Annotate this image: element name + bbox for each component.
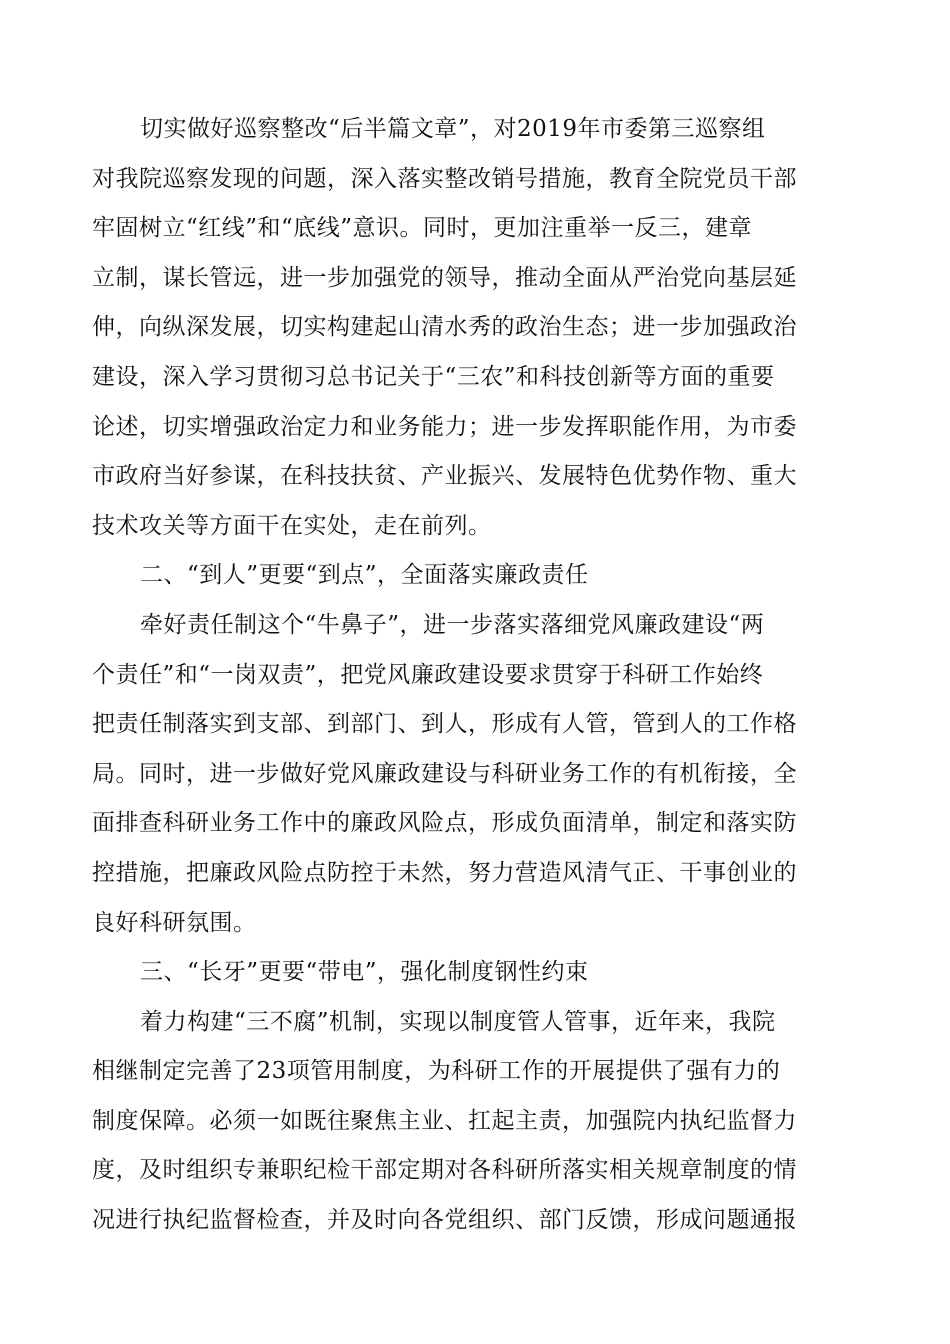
text-line: 牵好责任制这个“牛鼻子”，进一步落实落细党风廉政建设“两 [140, 611, 765, 638]
text-line: 切实做好巡察整改“后半篇文章”，对2019年市委第三巡察组 [140, 116, 766, 142]
text-line: 技术攻关等方面干在实处，走在前列。 [92, 512, 492, 539]
text-line: 立制，谋长管远，进一步加强党的领导，推动全面从严治党向基层延 [92, 264, 797, 291]
text-line: 良好科研氛围。 [92, 909, 257, 936]
text-line: 伸，向纵深发展，切实构建起山清水秀的政治生态；进一步加强政治 [92, 314, 797, 341]
text-line: 控措施，把廉政风险点防控于未然，努力营造风清气正、干事创业的 [92, 859, 797, 886]
text-line: 市政府当好参谋，在科技扶贫、产业振兴、发展特色优势作物、重大 [92, 463, 797, 490]
text-line: 局。同时，进一步做好党风廉政建设与科研业务工作的有机衔接，全 [92, 760, 797, 787]
text-line: 论述，切实增强政治定力和业务能力；进一步发挥职能作用，为市委 [92, 413, 797, 440]
text-line: 个责任”和“一岗双责”，把党风廉政建设要求贯穿于科研工作始终 [92, 661, 764, 688]
text-line: 相继制定完善了23项管用制度，为科研工作的开展提供了强有力的 [92, 1058, 781, 1085]
text-line: 着力构建“三不腐”机制，实现以制度管人管事，近年来，我院 [140, 1008, 776, 1035]
text-line: 面排查科研业务工作中的廉政风险点，形成负面清单，制定和落实防 [92, 810, 797, 837]
section-heading-3: 三、“长牙”更要“带电”，强化制度钢性约束 [140, 959, 589, 986]
text-line: 况进行执纪监督检查，并及时向各党组织、部门反馈，形成问题通报 [92, 1207, 797, 1234]
text-line: 对我院巡察发现的问题，深入落实整改销号措施，教育全院党员干部 [92, 165, 797, 192]
text-line: 度，及时组织专兼职纪检干部定期对各科研所落实相关规章制度的情 [92, 1157, 797, 1184]
text-line: 牢固树立“红线”和“底线”意识。同时，更加注重举一反三，建章 [92, 215, 753, 242]
section-heading-2: 二、“到人”更要“到点”，全面落实廉政责任 [140, 562, 589, 589]
text-line: 把责任制落实到支部、到部门、到人，形成有人管，管到人的工作格 [92, 711, 797, 738]
text-line: 制度保障。必须一如既往聚焦主业、扛起主责，加强院内执纪监督力 [92, 1107, 797, 1134]
text-line: 建设，深入学习贯彻习总书记关于“三农”和科技创新等方面的重要 [92, 363, 775, 390]
document-body [92, 105, 862, 1246]
